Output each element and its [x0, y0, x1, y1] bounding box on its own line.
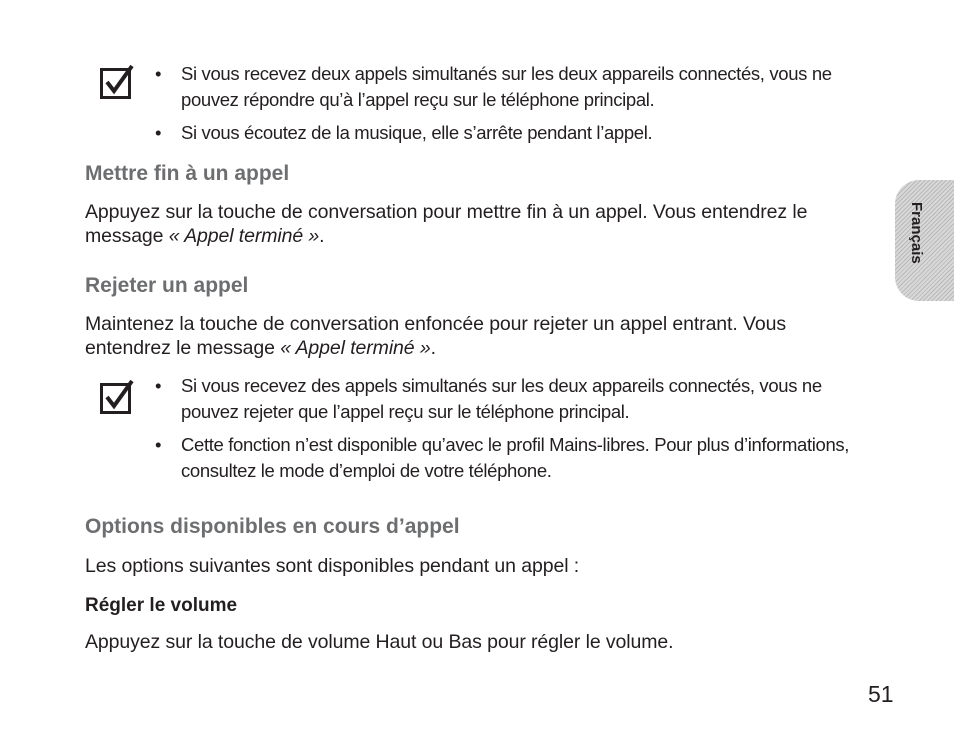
section-heading-end-call: Mettre fin à un appel	[85, 162, 290, 185]
paragraph-volume: Appuyez sur la touche de volume Haut ou Bas pour régler le volume.	[85, 631, 674, 653]
page-number: 51	[868, 681, 894, 707]
language-tab-label: Français	[908, 202, 925, 264]
list-item	[155, 120, 870, 146]
bullet: •	[155, 122, 162, 143]
list-item-text: Si vous recevez deux appels simultanés sur les deux appareils connectés, vous ne pouvez répondre qu’à l’appel reçu sur le téléphone principal.	[181, 63, 832, 110]
paragraph-text: Maintenez la touche de conversation enfoncée pour rejeter un appel entrant. Vous entendrez le message	[85, 313, 786, 359]
language-tab	[895, 180, 954, 301]
paragraph-end-call	[85, 200, 875, 248]
paragraph-options-intro: Les options suivantes sont disponibles pendant un appel :	[85, 555, 580, 577]
message-text: « Appel terminé »	[168, 225, 320, 247]
subheading-volume: Régler le volume	[85, 595, 238, 616]
list-item-text: Si vous écoutez de la musique, elle s’arrête pendant l’appel.	[181, 122, 653, 143]
paragraph-text: Appuyez sur la touche de conversation pour mettre fin à un appel. Vous entendrez le message	[85, 201, 808, 247]
bullet: •	[155, 434, 162, 455]
note-list-2	[155, 373, 870, 491]
bullet: •	[155, 63, 162, 84]
list-item	[155, 432, 870, 484]
list-item	[155, 373, 870, 425]
paragraph-reject-call	[85, 312, 875, 360]
note-list-1	[155, 61, 870, 153]
list-item-text: Si vous recevez des appels simultanés sur les deux appareils connectés, vous ne pouvez rejeter que l’appel reçu sur le téléphone principal.	[181, 375, 822, 422]
paragraph-text: .	[319, 225, 325, 247]
message-text: « Appel terminé »	[280, 337, 431, 359]
checkbox-check-icon	[100, 380, 134, 414]
checkbox-check-icon	[100, 65, 134, 99]
list-item	[155, 61, 870, 113]
section-heading-options: Options disponibles en cours d’appel	[85, 515, 460, 538]
paragraph-text: .	[430, 337, 436, 359]
list-item-text: Cette fonction n’est disponible qu’avec le profil Mains-libres. Pour plus d’informations, consultez le mode d’emploi de votre téléphone.	[181, 434, 850, 481]
bullet: •	[155, 375, 162, 396]
section-heading-reject-call: Rejeter un appel	[85, 274, 249, 297]
